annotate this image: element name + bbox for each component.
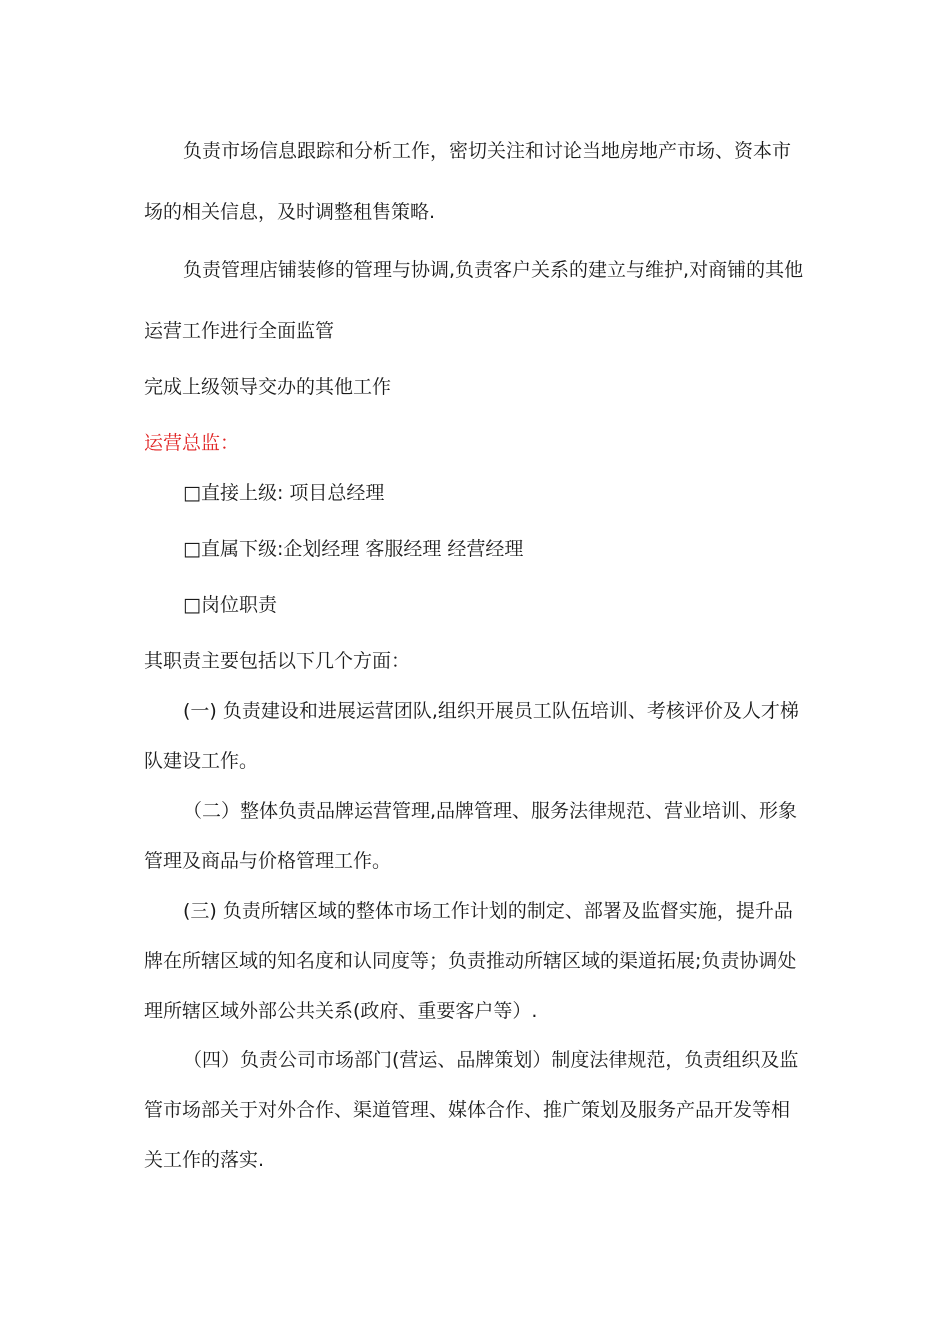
- duty-4-line-2: 管市场部关于对外合作、渠道管理、媒体合作、推广策划及服务产品开发等相: [144, 1099, 791, 1121]
- direct-subordinates-item: □直属下级:企划经理 客服经理 经营经理: [183, 538, 524, 560]
- duty-2-line-1: （二）整体负责品牌运营管理,品牌管理、服务法律规范、营业培训、形象: [183, 800, 798, 822]
- paragraph-market-info-line-1: 负责市场信息跟踪和分析工作，密切关注和讨论当地房地产市场、资本市: [183, 140, 792, 162]
- paragraph-store-management-line-2: 运营工作进行全面监管: [144, 320, 335, 342]
- job-duties-item: □岗位职责: [183, 594, 277, 616]
- duty-3-line-2: 牌在所辖区域的知名度和认同度等；负责推动所辖区域的渠道拓展;负责协调处: [144, 950, 797, 972]
- duty-4-line-1: （四）负责公司市场部门(营运、品牌策划）制度法律规范，负责组织及监: [183, 1049, 799, 1071]
- duty-1-line-1: (一) 负责建设和进展运营团队,组织开展员工队伍培训、考核评价及人才梯: [183, 700, 799, 722]
- paragraph-other-work: 完成上级领导交办的其他工作: [144, 376, 392, 398]
- paragraph-market-info-line-2: 场的相关信息，及时调整租售策略.: [144, 201, 436, 223]
- duty-4-line-3: 关工作的落实.: [144, 1149, 265, 1171]
- duties-intro: 其职责主要包括以下几个方面：: [144, 650, 411, 672]
- duty-2-line-2: 管理及商品与价格管理工作。: [144, 850, 392, 872]
- paragraph-store-management-line-1: 负责管理店铺装修的管理与协调,负责客户关系的建立与维护,对商铺的其他: [183, 259, 804, 281]
- direct-superior-item: □直接上级: 项目总经理: [183, 482, 385, 504]
- duty-3-line-1: (三) 负责所辖区域的整体市场工作计划的制定、部署及监督实施，提升品: [183, 900, 793, 922]
- section-heading-operations-director: 运营总监：: [144, 432, 240, 454]
- duty-1-line-2: 队建设工作。: [144, 750, 259, 772]
- duty-3-line-3: 理所辖区域外部公共关系(政府、重要客户等）.: [144, 1000, 538, 1022]
